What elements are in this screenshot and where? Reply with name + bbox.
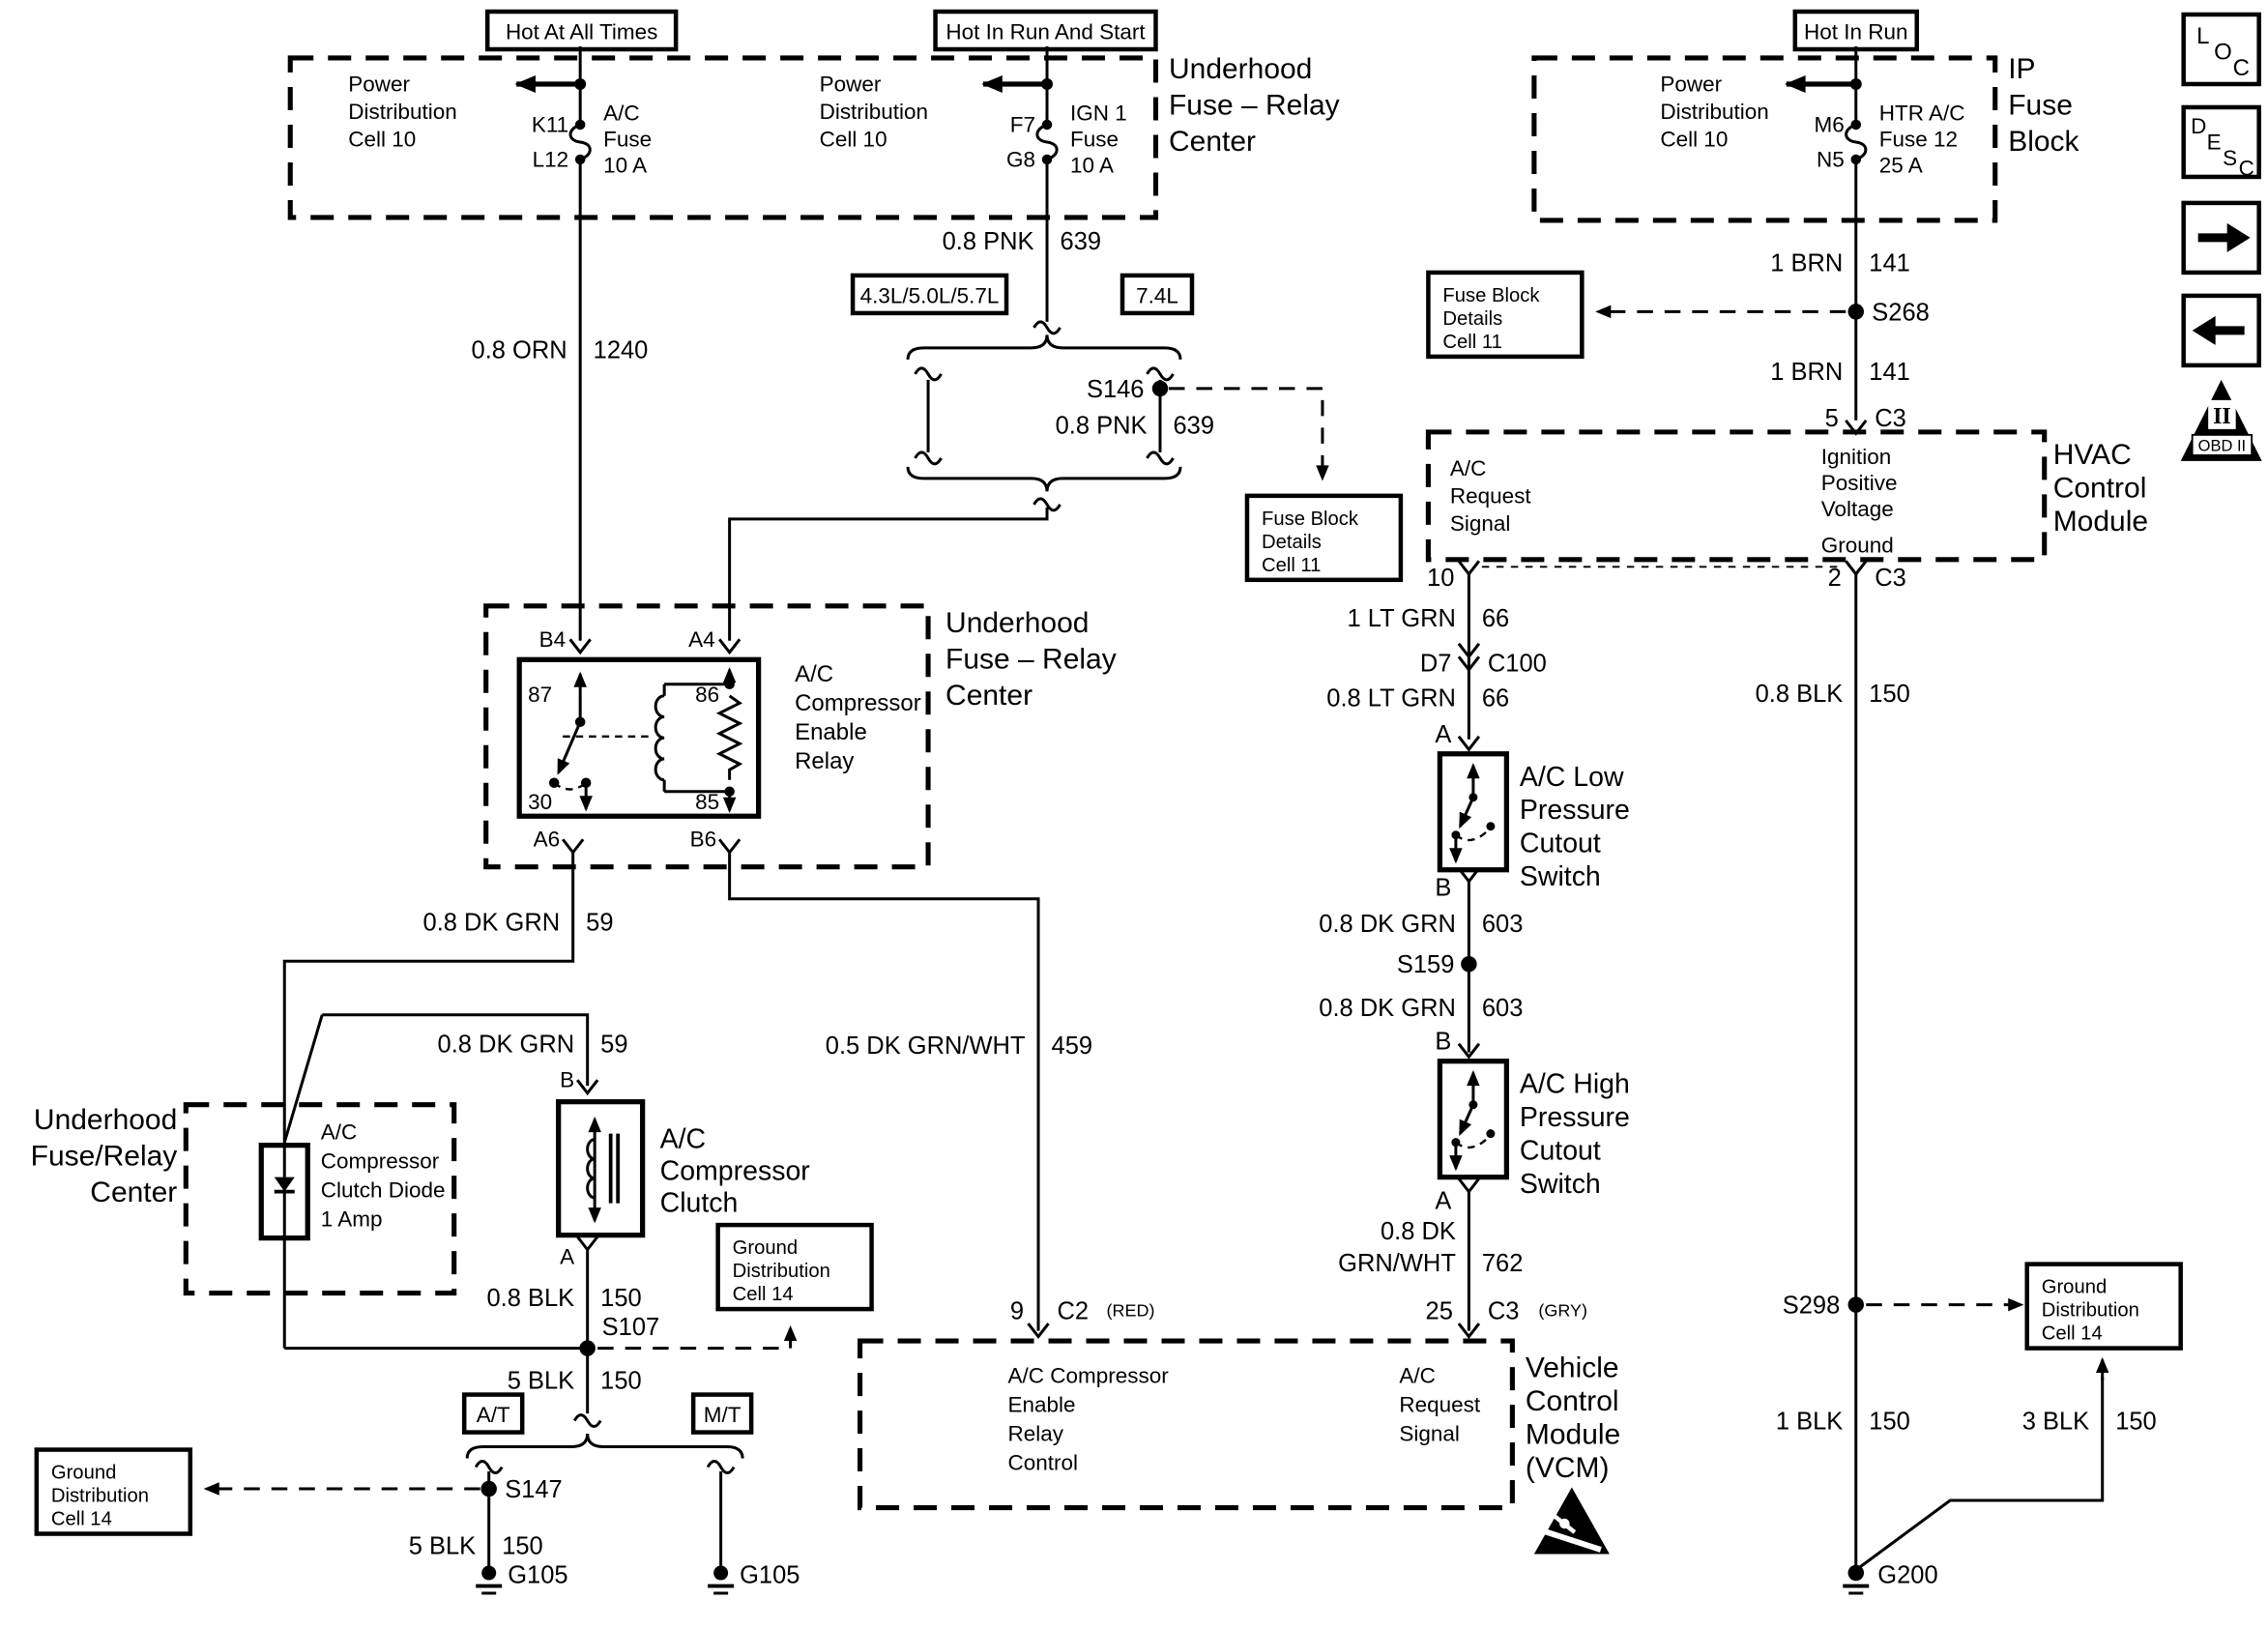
fuse-name: Fuse 12 bbox=[1878, 127, 1959, 152]
relay-terminal-87: 87 bbox=[528, 682, 553, 707]
variant-box-mt bbox=[693, 1395, 751, 1433]
hvac-signal-line: Positive bbox=[1820, 470, 1898, 495]
hvac-label-line: Module bbox=[2052, 505, 2149, 538]
power-dist-line: Distribution bbox=[1660, 99, 1769, 124]
loc-letter: C bbox=[2232, 54, 2250, 81]
switch-label-line: Switch bbox=[1519, 861, 1601, 893]
banner-label: Hot At All Times bbox=[505, 19, 658, 44]
vcm-signal-line: A/C Compressor bbox=[1007, 1363, 1169, 1388]
ref-line: Cell 11 bbox=[1442, 331, 1502, 353]
wire-label: 0.8 DK bbox=[1380, 1218, 1456, 1246]
ground-distribution-ref-right[interactable] bbox=[2027, 1265, 2181, 1349]
desc-button[interactable] bbox=[2184, 107, 2259, 180]
ground-g200 bbox=[1848, 1565, 1864, 1581]
vcm-signal-line: Signal bbox=[1399, 1421, 1460, 1446]
wire-label: GRN/WHT bbox=[1338, 1250, 1456, 1278]
pin-label-b6: B6 bbox=[689, 827, 717, 852]
relay-terminal-86: 86 bbox=[695, 682, 720, 707]
pin-label-b4: B4 bbox=[538, 626, 567, 652]
power-dist-line: Power bbox=[819, 72, 882, 97]
wire-circuit: 150 bbox=[502, 1532, 543, 1560]
wire-circuit: 1240 bbox=[593, 336, 649, 364]
clutch-label-line: A/C bbox=[659, 1123, 707, 1155]
relay-terminal-85: 85 bbox=[695, 789, 720, 814]
splice-label: S147 bbox=[505, 1476, 563, 1504]
pin-label-b: B bbox=[1435, 1028, 1452, 1056]
obd2-label: OBD II bbox=[2197, 437, 2247, 455]
wire-circuit: 66 bbox=[1481, 604, 1510, 632]
switch-label-line: Switch bbox=[1519, 1169, 1601, 1201]
splice-s147 bbox=[480, 1481, 496, 1497]
wire-label: 1 BLK bbox=[1775, 1408, 1844, 1436]
vcm-signal-line: A/C bbox=[1399, 1363, 1436, 1388]
ground-g105-b bbox=[713, 1566, 728, 1581]
wire-circuit: 639 bbox=[1173, 412, 1215, 440]
wire-circuit: 603 bbox=[1481, 995, 1524, 1023]
ref-line: Distribution bbox=[50, 1485, 150, 1507]
center-label-line: Fuse – Relay bbox=[945, 643, 1117, 676]
center-label-line: Fuse bbox=[2008, 89, 2073, 122]
center-label-line: IP bbox=[2008, 52, 2036, 85]
variant-label: 7.4L bbox=[1136, 283, 1178, 308]
vcm-signal-line: Request bbox=[1399, 1392, 1481, 1417]
ground-label: G200 bbox=[1877, 1561, 1938, 1589]
fuse-name: IGN 1 bbox=[1070, 101, 1127, 126]
connector-name: C100 bbox=[1487, 650, 1547, 678]
switch-label-line: Pressure bbox=[1519, 1102, 1630, 1134]
splice-label: S159 bbox=[1396, 951, 1455, 979]
relay-label-line: A/C bbox=[795, 660, 834, 687]
vcm-label-line: (VCM) bbox=[1525, 1452, 1610, 1485]
fuse-block-details-ref-mid[interactable] bbox=[1247, 496, 1401, 580]
connector-pin: 5 bbox=[1824, 404, 1839, 432]
wire-label: 0.8 DK GRN bbox=[422, 909, 561, 937]
next-page-button[interactable] bbox=[2184, 203, 2259, 273]
fuse-pin: L12 bbox=[532, 147, 569, 172]
wire-label: 0.8 PNK bbox=[942, 227, 1034, 255]
fuse-pin: G8 bbox=[1006, 147, 1036, 172]
wire-circuit: 59 bbox=[600, 1031, 628, 1059]
fuse-name: Fuse bbox=[1070, 127, 1119, 152]
connector-color: (GRY) bbox=[1538, 1300, 1588, 1321]
wire-label: 0.8 BLK bbox=[1755, 680, 1844, 708]
splice-s159 bbox=[1461, 956, 1476, 972]
variant-box-small-engines bbox=[853, 276, 1006, 313]
ground-label: G105 bbox=[508, 1561, 568, 1589]
fuse-pin: K11 bbox=[531, 112, 569, 137]
diode-label-line: Compressor bbox=[320, 1148, 440, 1174]
wire-circuit: 59 bbox=[586, 909, 614, 937]
wire-label: 0.8 LT GRN bbox=[1326, 684, 1456, 712]
pin-label-a6: A6 bbox=[533, 827, 561, 852]
power-dist-line: Cell 10 bbox=[1660, 127, 1729, 152]
diode-label-line: 1 Amp bbox=[320, 1206, 383, 1232]
wire-label: 5 BLK bbox=[408, 1532, 477, 1560]
fuse-rating: 25 A bbox=[1878, 153, 1923, 178]
connector-name: C3 bbox=[1487, 1297, 1520, 1325]
banner-hot-at-all-times bbox=[487, 12, 676, 49]
prev-page-button[interactable] bbox=[2184, 296, 2259, 365]
wire-circuit: 150 bbox=[600, 1367, 642, 1395]
ref-line: Cell 14 bbox=[50, 1508, 112, 1530]
vcm-label-line: Vehicle bbox=[1525, 1352, 1619, 1384]
connector-name: C2 bbox=[1057, 1297, 1090, 1325]
connector-pin: 25 bbox=[1425, 1297, 1453, 1325]
wire-circuit: 639 bbox=[1060, 227, 1102, 255]
connector-name: C3 bbox=[1875, 404, 1906, 432]
ref-line: Details bbox=[1442, 307, 1503, 330]
vcm-label-line: Control bbox=[1525, 1385, 1619, 1418]
ground-g105-a bbox=[481, 1566, 496, 1581]
pin-label-a: A bbox=[1435, 1187, 1452, 1215]
connector-color: (RED) bbox=[1106, 1300, 1155, 1321]
pin-label-b: B bbox=[560, 1067, 575, 1092]
wire-label: 0.5 DK GRN/WHT bbox=[825, 1032, 1026, 1061]
variant-box-at bbox=[464, 1395, 522, 1433]
connector-pin: 9 bbox=[1009, 1297, 1025, 1325]
banner-label: Hot In Run bbox=[1804, 19, 1908, 44]
fuse-name: Fuse bbox=[603, 127, 653, 152]
wire-label: 0.8 PNK bbox=[1055, 412, 1148, 440]
relay-label-line: Enable bbox=[795, 718, 867, 745]
power-dist-line: Distribution bbox=[819, 99, 929, 124]
ref-line: Details bbox=[1261, 531, 1322, 553]
vcm-signal-line: Relay bbox=[1007, 1421, 1064, 1446]
splice-label: S107 bbox=[601, 1314, 660, 1342]
variant-box-7-4L bbox=[1122, 276, 1192, 313]
desc-letter: D bbox=[2191, 113, 2207, 138]
ref-line: Fuse Block bbox=[1442, 284, 1540, 306]
switch-label-line: Pressure bbox=[1519, 795, 1630, 827]
wire-circuit: 150 bbox=[2115, 1408, 2157, 1436]
wire-circuit: 459 bbox=[1051, 1032, 1093, 1061]
wire-circuit: 150 bbox=[1869, 1408, 1910, 1436]
clutch-label-line: Compressor bbox=[659, 1155, 810, 1187]
ref-line: Cell 14 bbox=[732, 1284, 794, 1306]
pin-label-a: A bbox=[560, 1244, 575, 1269]
loc-letter: L bbox=[2196, 22, 2210, 49]
diode-label-line: Clutch Diode bbox=[320, 1177, 446, 1203]
hvac-signal-line: A/C bbox=[1449, 455, 1487, 480]
variant-label: 4.3L/5.0L/5.7L bbox=[859, 283, 1000, 308]
ground-distribution-ref-mid[interactable] bbox=[718, 1225, 872, 1309]
splice-label: S146 bbox=[1086, 375, 1145, 403]
variant-label: A/T bbox=[476, 1403, 510, 1428]
center-label-line: Underhood bbox=[945, 606, 1090, 639]
fuse-rating: 10 A bbox=[603, 153, 648, 178]
banner-label: Hot In Run And Start bbox=[945, 19, 1146, 44]
clutch-label-line: Clutch bbox=[659, 1187, 739, 1219]
ref-line: Cell 14 bbox=[2041, 1323, 2103, 1345]
center-label-line: Center bbox=[90, 1177, 178, 1209]
wire-circuit: 141 bbox=[1869, 249, 1910, 277]
fuse-pin: M6 bbox=[1814, 112, 1845, 137]
wire-circuit: 603 bbox=[1481, 911, 1524, 939]
fuse-name: A/C bbox=[603, 101, 640, 126]
connector-pin: 10 bbox=[1427, 564, 1455, 592]
wire-label: 5 BLK bbox=[507, 1367, 575, 1395]
desc-letter: E bbox=[2206, 130, 2222, 155]
center-label-line: Block bbox=[2008, 125, 2079, 158]
hvac-signal-line: Request bbox=[1449, 483, 1531, 509]
center-label-line: Fuse – Relay bbox=[1168, 89, 1340, 122]
ref-line: Distribution bbox=[732, 1261, 830, 1283]
fuse-rating: 10 A bbox=[1070, 153, 1115, 178]
wire-label: 0.8 DK GRN bbox=[1319, 911, 1456, 939]
switch-label-line: A/C Low bbox=[1519, 761, 1624, 793]
hvac-signal-line: Voltage bbox=[1820, 496, 1894, 521]
ref-line: Ground bbox=[50, 1462, 117, 1484]
ground-label: G105 bbox=[740, 1561, 800, 1589]
switch-label-line: A/C High bbox=[1519, 1068, 1630, 1100]
center-label-line: Fuse/Relay bbox=[30, 1140, 178, 1173]
wire-label: 1 BRN bbox=[1770, 249, 1844, 277]
wire-circuit: 150 bbox=[1869, 680, 1910, 708]
power-dist-line: Cell 10 bbox=[819, 127, 887, 152]
vcm-label-line: Module bbox=[1525, 1418, 1621, 1451]
ref-line: Ground bbox=[732, 1237, 799, 1260]
switch-label-line: Cutout bbox=[1519, 1135, 1601, 1167]
wire-circuit: 762 bbox=[1481, 1250, 1524, 1278]
pin-label-b: B bbox=[1435, 874, 1452, 902]
diode-label-line: A/C bbox=[320, 1119, 358, 1145]
hvac-signal-line: Ground bbox=[1820, 533, 1894, 558]
splice-label: S268 bbox=[1872, 299, 1930, 327]
desc-letter: S bbox=[2223, 145, 2238, 170]
splice-label: S298 bbox=[1782, 1292, 1841, 1320]
switch-label-line: Cutout bbox=[1519, 828, 1601, 859]
pin-label-a: A bbox=[1435, 720, 1452, 748]
ref-line: Distribution bbox=[2041, 1299, 2139, 1322]
vcm-signal-line: Enable bbox=[1007, 1392, 1076, 1417]
power-dist-line: Distribution bbox=[348, 99, 457, 124]
wire-circuit: 150 bbox=[600, 1285, 642, 1313]
ref-line: Fuse Block bbox=[1261, 508, 1359, 530]
fuse-pin: F7 bbox=[1009, 112, 1036, 137]
splice-s298 bbox=[1848, 1296, 1864, 1312]
wire-label: 1 BRN bbox=[1770, 358, 1844, 386]
power-dist-line: Power bbox=[348, 72, 410, 97]
wire-label: 0.8 DK GRN bbox=[1319, 995, 1456, 1023]
power-dist-line: Power bbox=[1660, 72, 1723, 97]
connector-pin: D7 bbox=[1419, 650, 1452, 678]
wire-label: 0.8 BLK bbox=[486, 1285, 575, 1313]
desc-letter: C bbox=[2238, 156, 2254, 181]
connector-pin: 2 bbox=[1827, 564, 1842, 592]
loc-letter: O bbox=[2214, 39, 2232, 66]
ground-distribution-ref-bottom-left[interactable] bbox=[37, 1450, 190, 1534]
splice-s146 bbox=[1152, 381, 1168, 396]
wire-label: 3 BLK bbox=[2021, 1408, 2090, 1436]
banner-hot-in-run bbox=[1795, 12, 1917, 49]
wire-label: 0.8 ORN bbox=[471, 336, 567, 364]
wire-circuit: 141 bbox=[1869, 358, 1910, 386]
hvac-label-line: Control bbox=[2052, 472, 2147, 505]
obd2-numeral: II bbox=[2213, 403, 2231, 429]
loc-button[interactable] bbox=[2184, 15, 2259, 84]
wire-circuit: 66 bbox=[1481, 684, 1510, 712]
power-dist-line: Cell 10 bbox=[348, 127, 417, 152]
hvac-signal-line: Signal bbox=[1449, 510, 1511, 536]
fuse-pin: N5 bbox=[1817, 147, 1845, 172]
vcm-signal-line: Control bbox=[1007, 1450, 1079, 1475]
center-label-line: Underhood bbox=[33, 1104, 178, 1137]
connector-name: C3 bbox=[1875, 564, 1906, 592]
fuse-block-details-ref-right[interactable] bbox=[1428, 273, 1582, 357]
hvac-label-line: HVAC bbox=[2052, 438, 2132, 471]
splice-s268 bbox=[1848, 304, 1864, 319]
hvac-signal-line: Ignition bbox=[1820, 444, 1892, 469]
wire-label: 1 LT GRN bbox=[1347, 604, 1456, 632]
banner-hot-in-run-and-start bbox=[936, 12, 1156, 49]
ref-line: Ground bbox=[2041, 1276, 2108, 1298]
relay-label-line: Compressor bbox=[795, 689, 921, 716]
variant-label: M/T bbox=[703, 1403, 741, 1428]
center-label-line: Center bbox=[945, 679, 1033, 712]
pin-label-a4: A4 bbox=[688, 626, 715, 652]
relay-terminal-30: 30 bbox=[528, 789, 553, 814]
wire-label: 0.8 DK GRN bbox=[437, 1031, 575, 1059]
fuse-name: HTR A/C bbox=[1878, 101, 1965, 126]
ref-line: Cell 11 bbox=[1261, 554, 1322, 576]
center-label-line: Center bbox=[1168, 125, 1256, 158]
center-label-line: Underhood bbox=[1168, 52, 1313, 85]
relay-label-line: Relay bbox=[795, 747, 855, 774]
